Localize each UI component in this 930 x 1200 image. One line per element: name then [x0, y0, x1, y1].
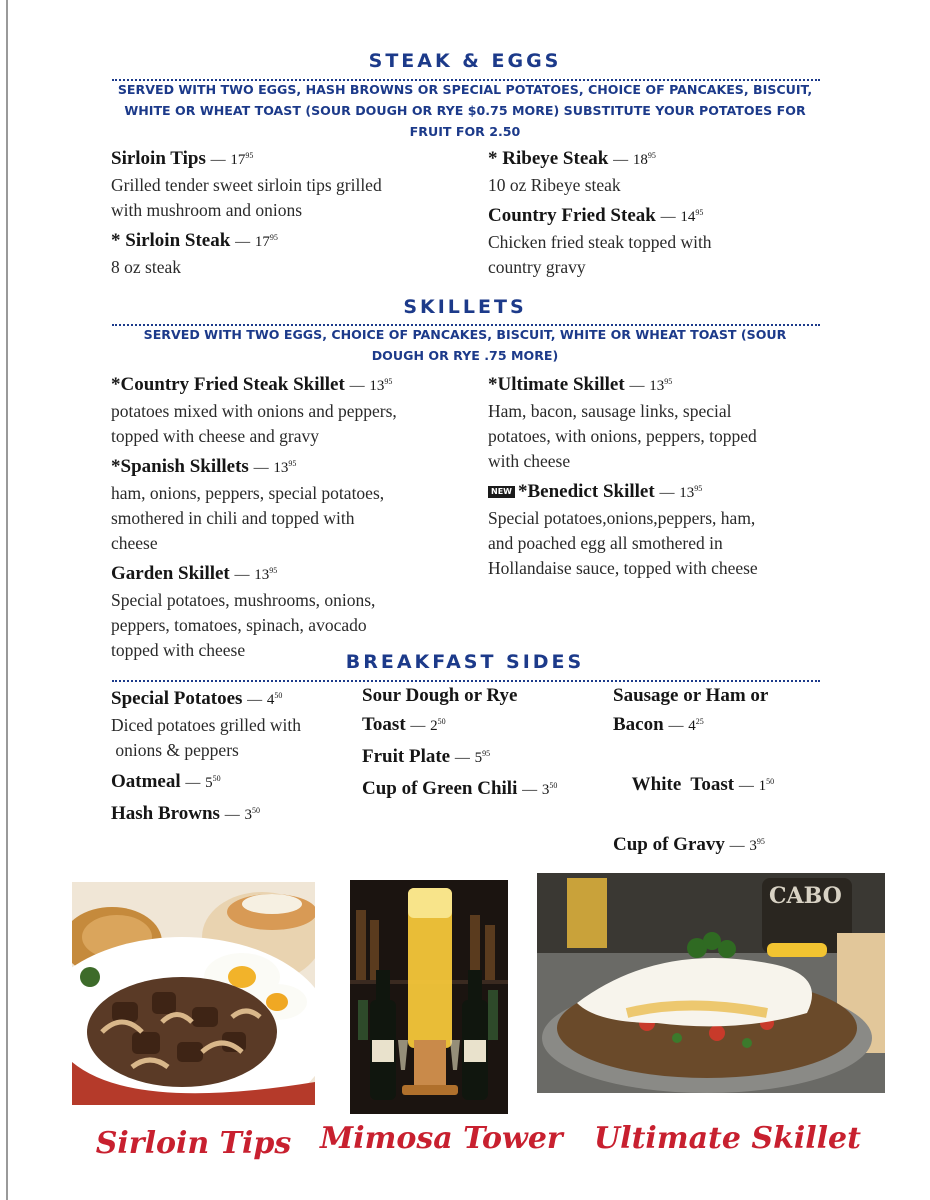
subtitle-line: SERVED WITH TWO EGGS, CHOICE OF PANCAKES, BISCUIT, WHITE OR WHEAT TOAST (SOUR: [143, 327, 787, 342]
item-description: potatoes mixed with onions and peppers,: [111, 401, 397, 421]
dash: —: [253, 460, 269, 476]
price-cents: 95: [269, 233, 278, 242]
menu-item-cup-of-gravy: [613, 828, 843, 860]
item-name: Garden Skillet: [111, 563, 230, 584]
item-description: onions & peppers: [111, 740, 239, 760]
item-name: Fruit Plate: [362, 746, 451, 767]
item-name: Hash Browns: [111, 803, 220, 824]
item-name: Bacon: [613, 714, 664, 735]
menu-item-garden-skillet: [111, 558, 481, 588]
item-name: *Country Fried Steak Skillet: [111, 374, 345, 395]
price-dollars: 13: [273, 460, 289, 476]
price-dollars: 3: [749, 838, 757, 854]
menu-item-sirloin-tips: [111, 143, 471, 173]
price-dollars: 5: [474, 750, 483, 766]
price-dollars: 2: [430, 718, 438, 734]
item-description: with cheese: [488, 451, 571, 471]
subtitle-line: FRUIT FOR 2.50: [409, 124, 521, 139]
item-name: Cup of Green Chili: [362, 778, 518, 799]
item-name-line: Sausage or Ham or: [613, 685, 769, 706]
price-dollars: 13: [679, 485, 695, 501]
menu-item-sausage-ham-bacon: [613, 708, 843, 740]
section-subtitle-steak-eggs: [100, 79, 830, 142]
cabo-sign-text: CABO: [769, 883, 842, 909]
dash: —: [247, 692, 263, 708]
menu-item-benedict-skillet: [488, 476, 858, 506]
item-name: Oatmeal: [111, 771, 181, 792]
dash: —: [234, 567, 250, 583]
item-description: Grilled tender sweet sirloin tips grilled: [111, 175, 382, 195]
price-cents: 95: [664, 377, 673, 386]
price-cents: 95: [482, 749, 491, 758]
menu-item-white-toast: [613, 740, 843, 828]
item-name: *Benedict Skillet: [517, 481, 655, 502]
ultimate-skillet-illustration: [537, 873, 885, 1093]
price-cents: 95: [756, 837, 765, 846]
price-cents: 50: [549, 781, 558, 790]
item-description: and poached egg all smothered in: [488, 533, 723, 553]
item-name: Toast: [362, 714, 406, 735]
price-cents: 95: [647, 151, 656, 160]
item-description: Special potatoes, mushrooms, onions,: [111, 590, 376, 610]
price-cents: 95: [269, 566, 278, 575]
dash: —: [210, 152, 226, 168]
item-name: Cup of Gravy: [613, 834, 725, 855]
dash: —: [613, 152, 629, 168]
ultimate-skillet-photo: [537, 873, 885, 1093]
mimosa-tower-illustration: [350, 880, 508, 1114]
new-badge: NEW: [488, 486, 515, 498]
menu-item-oatmeal: [111, 765, 356, 797]
sides-column-3: [613, 683, 843, 860]
steak-eggs-right-column: [488, 143, 848, 280]
dash: —: [454, 750, 470, 766]
item-name: Special Potatoes: [111, 688, 243, 709]
menu-item-fruit-plate: [362, 740, 607, 772]
price-dollars: 5: [205, 775, 213, 791]
menu-item-sirloin-steak: [111, 225, 471, 255]
item-description: Ham, bacon, sausage links, special: [488, 401, 732, 421]
sides-column-1: [111, 683, 356, 829]
menu-item-special-potatoes: [111, 683, 356, 713]
item-name: * Ribeye Steak: [488, 148, 609, 169]
price-dollars: 4: [688, 718, 696, 734]
dotted-divider: [112, 680, 820, 682]
item-name: *Spanish Skillets: [111, 456, 249, 477]
price-cents: 95: [694, 484, 703, 493]
item-name: * Sirloin Steak: [111, 230, 231, 251]
mimosa-tower-photo: [350, 880, 508, 1114]
page-left-border: [6, 0, 8, 1200]
item-description: topped with cheese: [111, 640, 246, 660]
dash: —: [349, 378, 365, 394]
caption-ultimate-skillet: Ultimate Skillet: [594, 1121, 861, 1156]
item-description: Diced potatoes grilled with: [111, 715, 302, 735]
price-dollars: 17: [230, 152, 246, 168]
price-cents: 50: [251, 806, 260, 815]
item-description: 10 oz Ribeye steak: [488, 175, 621, 195]
item-name: *Ultimate Skillet: [488, 374, 625, 395]
price-cents: 50: [274, 691, 283, 700]
price-dollars: 3: [244, 807, 252, 823]
menu-item-cup-of-green-chili: [362, 772, 607, 804]
item-description: topped with cheese and gravy: [111, 426, 319, 446]
price-dollars: 13: [649, 378, 665, 394]
dash: —: [410, 718, 426, 734]
dash: —: [660, 209, 676, 225]
item-description: country gravy: [488, 257, 586, 277]
dash: —: [235, 234, 251, 250]
sirloin-tips-illustration: [72, 882, 315, 1105]
subtitle-line: DOUGH OR RYE .75 MORE): [371, 348, 559, 363]
price-dollars: 17: [254, 234, 270, 250]
skillets-left-column: [111, 369, 481, 663]
price-cents: 95: [695, 208, 704, 217]
item-description: cheese: [111, 533, 158, 553]
item-description: Special potatoes,onions,peppers, ham,: [488, 508, 756, 528]
menu-item-country-fried-steak: [488, 200, 848, 230]
menu-item-country-fried-steak-skillet: [111, 369, 481, 399]
price-dollars: 14: [680, 209, 696, 225]
caption-mimosa-tower: Mimosa Tower: [320, 1121, 563, 1156]
price-dollars: 13: [254, 567, 270, 583]
item-description: Chicken fried steak topped with: [488, 232, 712, 252]
skillets-right-column: [488, 369, 858, 581]
caption-sirloin-tips: Sirloin Tips: [95, 1126, 292, 1161]
item-name: Country Fried Steak: [488, 205, 656, 226]
steak-eggs-left-column: [111, 143, 471, 280]
dash: —: [185, 775, 201, 791]
sides-column-2: [362, 683, 607, 804]
menu-item-hash-browns: [111, 797, 356, 829]
dash: —: [738, 778, 754, 794]
menu-item-spanish-skillets: [111, 451, 481, 481]
subtitle-line: WHITE OR WHEAT TOAST (SOUR DOUGH OR RYE $0.75 MORE) SUBSTITUTE YOUR POTATOES FOR: [124, 103, 806, 118]
menu-item-sour-dough-rye-toast: [362, 708, 607, 740]
item-description: with mushroom and onions: [111, 200, 303, 220]
dash: —: [224, 807, 240, 823]
item-name: Sirloin Tips: [111, 148, 206, 169]
price-dollars: 3: [541, 782, 550, 798]
dash: —: [659, 485, 675, 501]
item-description: 8 oz steak: [111, 257, 181, 277]
item-description: peppers, tomatoes, spinach, avocado: [111, 615, 367, 635]
section-subtitle-skillets: [120, 324, 810, 366]
dash: —: [629, 378, 645, 394]
menu-item-ultimate-skillet: [488, 369, 858, 399]
price-dollars: 18: [632, 152, 648, 168]
item-name: White Toast: [631, 774, 735, 795]
price-cents: 95: [384, 377, 393, 386]
menu-item-ribeye-steak: [488, 143, 848, 173]
price-dollars: 4: [266, 692, 275, 708]
item-description: ham, onions, peppers, special potatoes,: [111, 483, 385, 503]
price-cents: 95: [288, 459, 297, 468]
section-title-steak-eggs: STEAK & EGGS: [368, 50, 562, 72]
item-name-line: Sour Dough or Rye: [362, 685, 518, 706]
price-cents: 95: [245, 151, 254, 160]
price-cents: 50: [212, 774, 221, 783]
price-cents: 50: [437, 717, 446, 726]
section-title-breakfast-sides: BREAKFAST SIDES: [345, 651, 585, 673]
price-cents: 25: [695, 717, 704, 726]
dash: —: [522, 782, 538, 798]
item-description: smothered in chili and topped with: [111, 508, 355, 528]
item-description: potatoes, with onions, peppers, topped: [488, 426, 757, 446]
dash: —: [668, 718, 684, 734]
price-cents: 50: [766, 777, 775, 786]
dash: —: [729, 838, 745, 854]
section-title-skillets: SKILLETS: [403, 296, 527, 318]
item-description: Hollandaise sauce, topped with cheese: [488, 558, 758, 578]
price-dollars: 13: [369, 378, 385, 394]
price-dollars: 1: [758, 778, 767, 794]
sirloin-tips-photo: [72, 882, 315, 1105]
subtitle-line: SERVED WITH TWO EGGS, HASH BROWNS OR SPECIAL POTATOES, CHOICE OF PANCAKES, BISCUIT,: [117, 82, 813, 97]
